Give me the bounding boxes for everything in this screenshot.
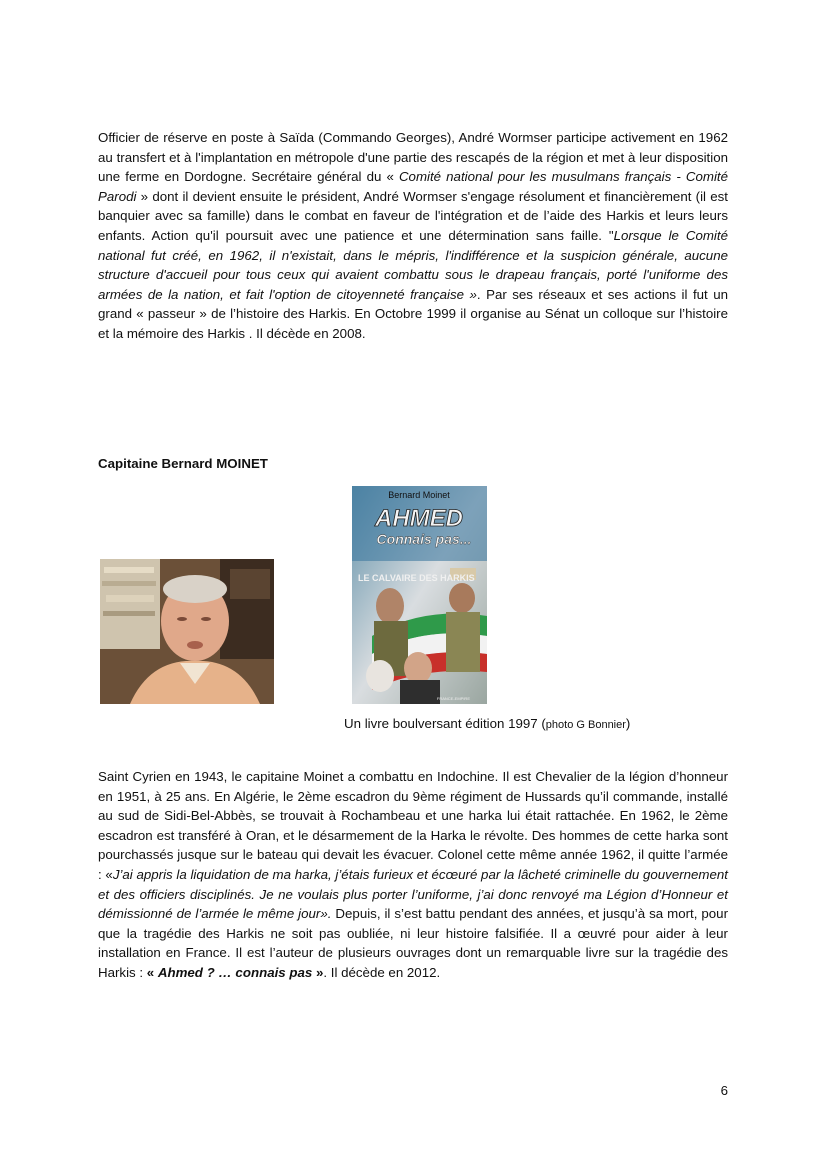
book-author: Bernard Moinet (388, 490, 450, 500)
wormser-paragraph (98, 128, 728, 344)
text-segment: » dont il devient ensuite le président, André Wormser s'engage résolument et financièrement (il est banquier avec sa famille) dans le combat en faveur de l'intégration et de l’aide des Harkis et leurs leurs enfants. Action qu'il poursuit avec une patience et une détermination sans faille. " (98, 188, 728, 243)
text-segment: Saint Cyrien en 1943, le capitaine Moinet a combattu en Indochine. Il est Chevalier de la légion d’honneur en 1951, à 25 ans. En Algérie, le 2ème escadron du 9ème régiment de Hussards qu’il commande, installé au sud de Sidi-Bel-Abbès, se trouvait à Rochambeau et une harka lui était rattachée. En 1962, le 2ème escadron est transféré à Oran, et le désarmement de la Harka le révolte. Des hommes de cette harka sont pourchassés jusque sur le bateau qui devait les évacuer. Colonel cette même année 1962, il quitte l’armée : « (98, 769, 728, 882)
moinet-paragraph (98, 767, 728, 983)
text-segment: Depuis, il s’est battu pendant des années, et jusqu’à sa mort, pour que la tragédie des Harkis ne soit pas oubliée, ni leur histoire falsifiée. Il a œuvré pour aider à leur installation en France. Il est l’auteur de plusieurs ouvrages dont un remarquable livre sur la tragédie des Harkis : (98, 906, 728, 980)
text-segment-bold: » (312, 964, 324, 980)
text-segment: Officier de réserve en poste à Saïda (Commando Georges), André Wormser participe activement en 1962 au transfert et à l'implantation en métropole d'une partie des rescapés de la région et met à leur disposition une ferme en Dordogne. Secrétaire général du « (98, 130, 728, 185)
book-publisher: FRANCE-EMPIRE (436, 696, 470, 701)
book-subtitle: Connais pas... (376, 531, 472, 547)
text-segment: . Par ses réseaux et ses actions il fut un grand « passeur » de l’histoire des Harkis. En Octobre 1999 il organise au Sénat un colloque sur l’histoire et la mémoire des Harkis . Il décède en 2008. (98, 286, 729, 341)
photo-credit: photo G Bonnier (545, 719, 626, 731)
page-number: 6 (720, 1083, 728, 1098)
book-caption (344, 716, 630, 731)
text-segment-italic: Comité national pour les musulmans français - Comité Parodi (98, 169, 728, 204)
quote-italic: Lorsque le Comité national fut créé, en 1962, il n'existait, dans le mépris, l'indifférence et la suspicion générale, aucune structure d'accueil pour tous ceux qui avaient combattu sous le drapeau français, porté l'uniforme des armées de la nation, et fait l'option de citoyenneté française » (98, 227, 728, 302)
book-cover (352, 486, 487, 704)
portrait-photo (100, 559, 274, 704)
book-cover-illustration (352, 486, 487, 704)
caption-text: Un livre boulversant édition 1997 ( (344, 716, 546, 731)
book-title-inline: Ahmed ? … connais pas (157, 964, 313, 980)
section-heading: Capitaine Bernard MOINET (98, 456, 268, 471)
text-segment: . Il décède en 2012. (323, 964, 441, 980)
book-title: AHMED (375, 505, 463, 532)
book-banner: LE CALVAIRE DES HARKIS (358, 573, 475, 583)
text-segment-bold: « (146, 964, 158, 980)
portrait-illustration (100, 559, 274, 704)
quote-italic: J’ai appris la liquidation de ma harka, j’étais furieux et écœuré par la lâcheté criminelle du gouvernement et des officiers disciplinés. Je ne voulais plus porter l’uniforme, j’ai donc renvoyé ma Légion d’Honneur et démissionné de l’armée le même jour». (98, 866, 728, 922)
caption-close: ) (625, 716, 631, 731)
